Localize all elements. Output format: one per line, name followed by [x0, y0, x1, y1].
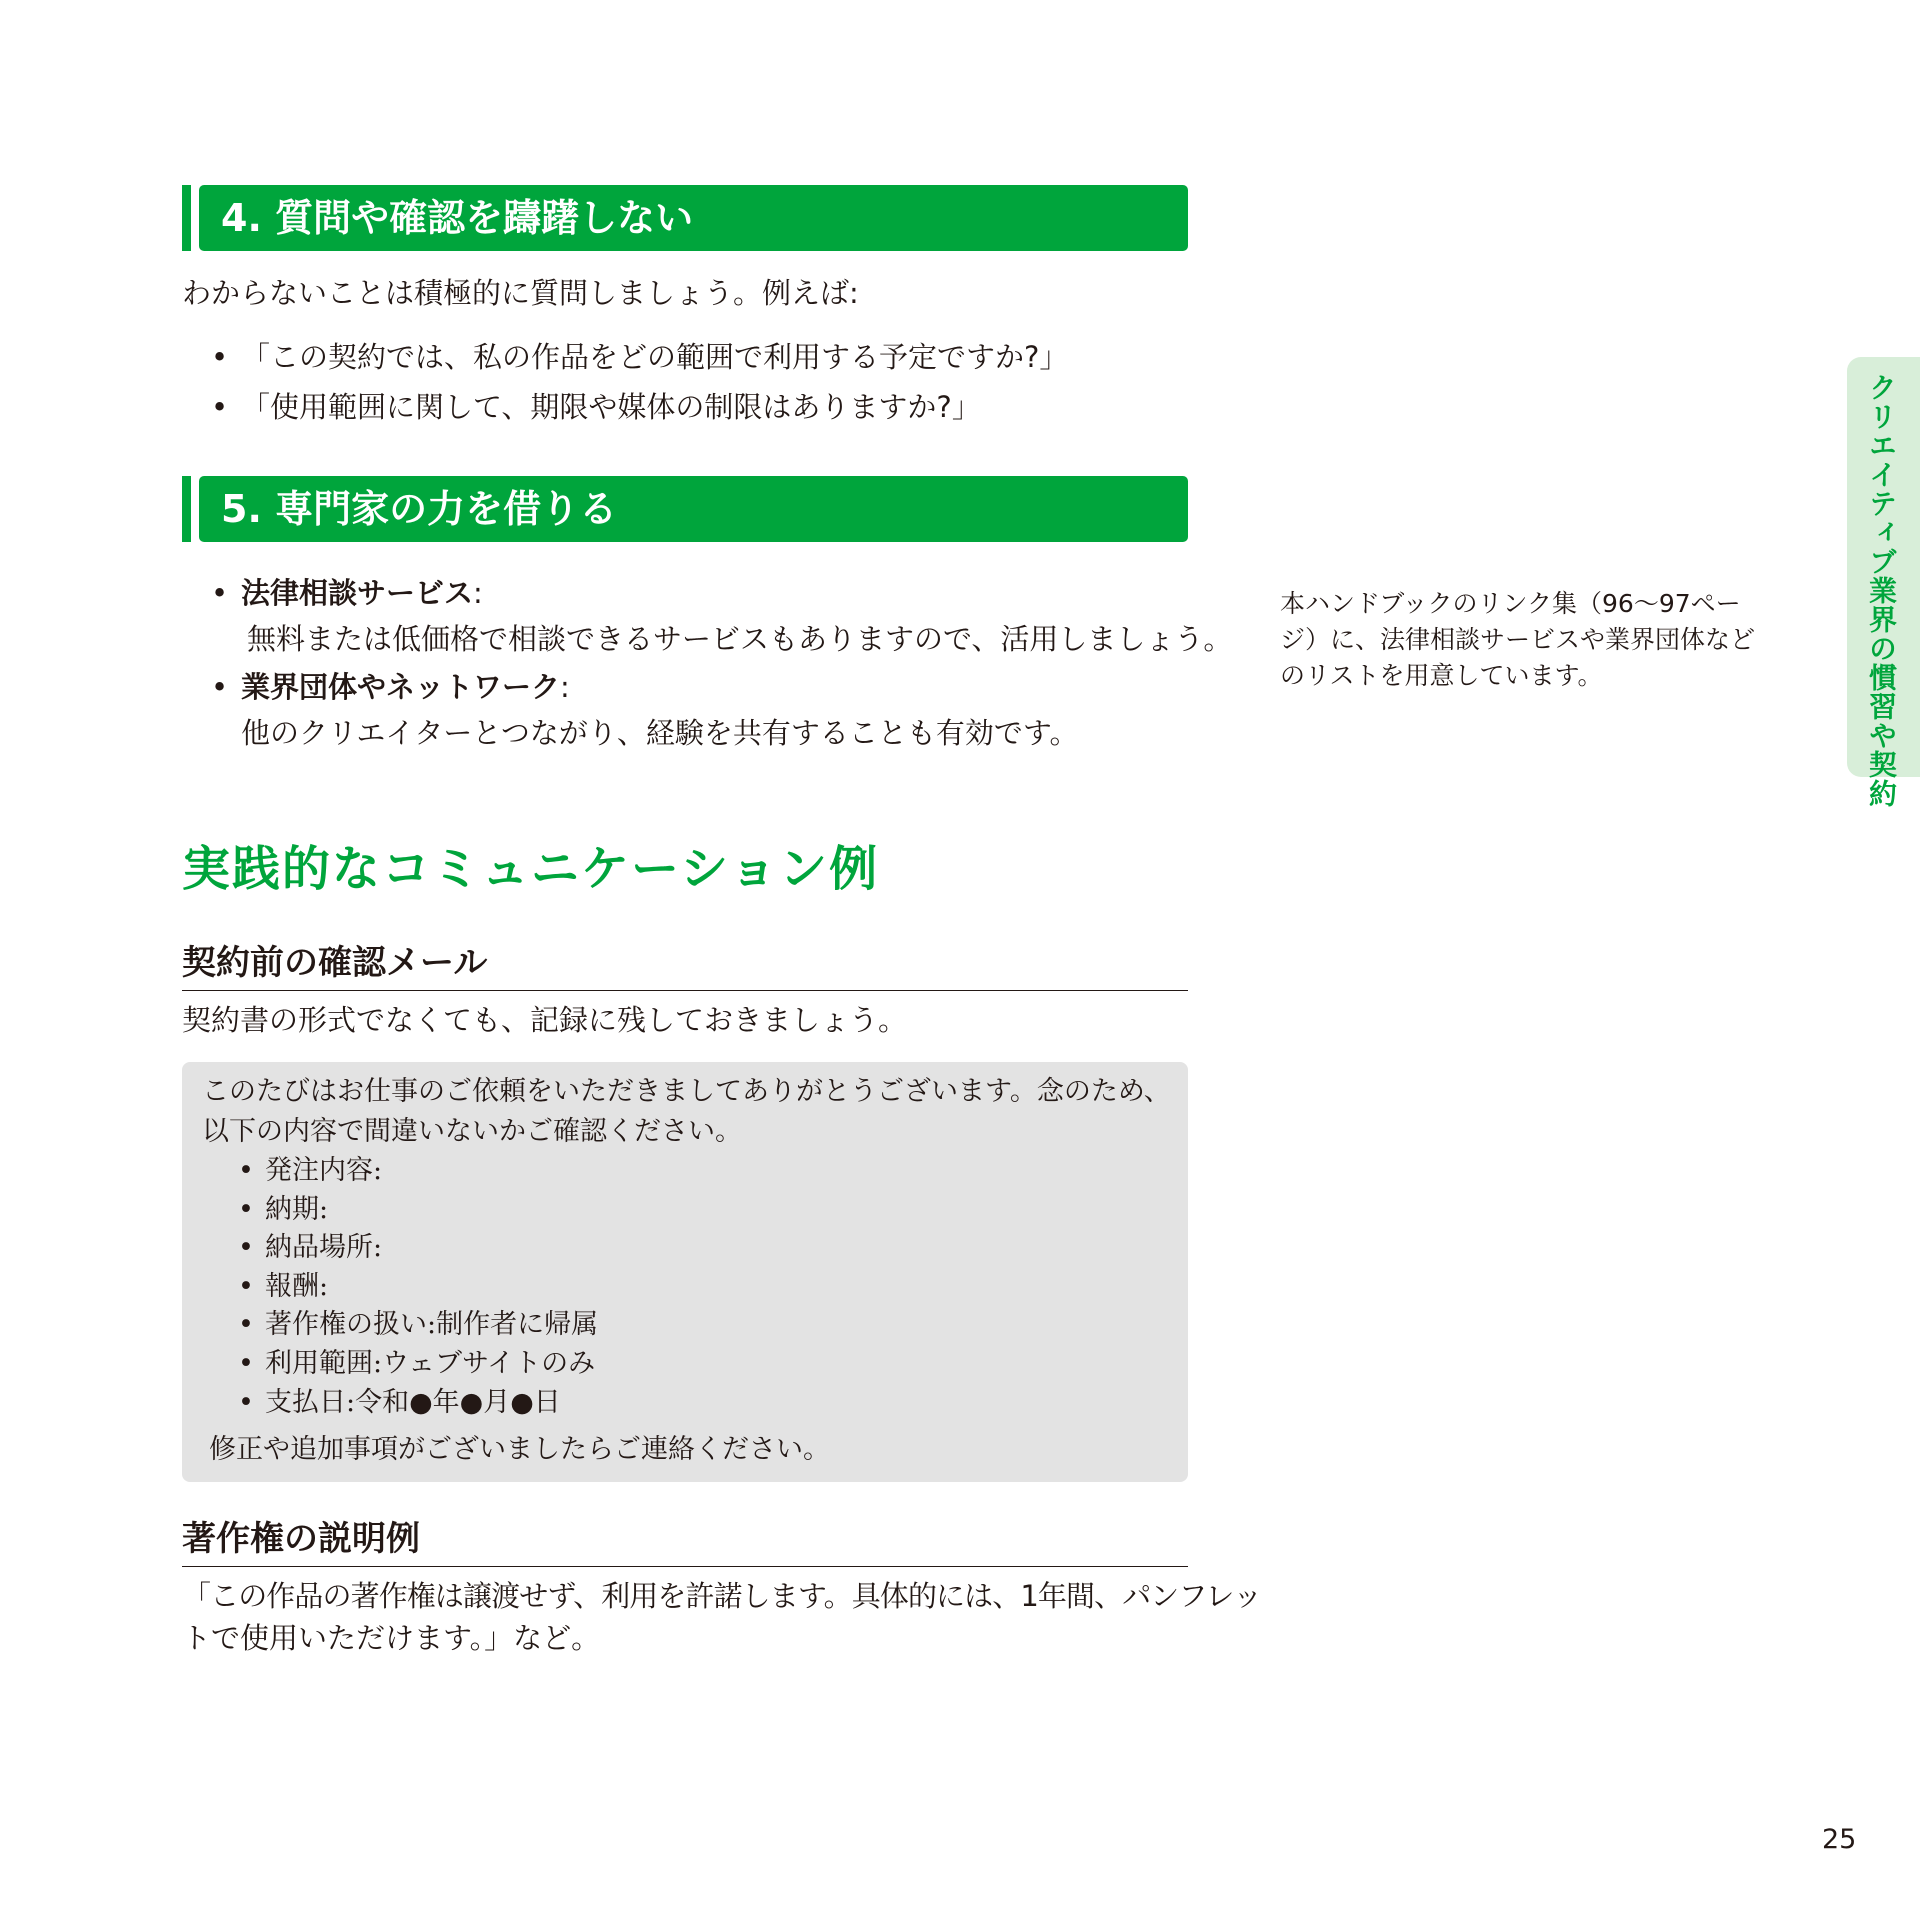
email-item-text: 納期: — [265, 1193, 329, 1225]
bullet-icon: • — [211, 390, 229, 424]
side-note: 本ハンドブックのリンク集（96〜97ページ）に、法律相談サービスや業界団体などのリストを用意しています。 — [1280, 589, 1756, 690]
help-item-desc: 他のクリエイターとつながり、経験を共有することも有効です。 — [241, 716, 1079, 750]
help-item-term: 法律相談サービス — [241, 576, 474, 610]
email-item-text: 支払日:令和●年●月●日 — [265, 1386, 561, 1418]
help-item-colon: : — [473, 576, 483, 610]
bullet-icon: • — [238, 1193, 254, 1225]
help-item-term: 業界団体やネットワーク — [241, 670, 561, 704]
example-question — [211, 384, 1068, 430]
example-question-text: 「この契約では、私の作品をどの範囲で利用する予定ですか?」 — [241, 340, 1069, 374]
example-question-text: 「使用範囲に関して、期限や媒体の制限はありますか?」 — [241, 390, 981, 424]
email-item-text: 納品場所: — [265, 1232, 383, 1264]
help-item — [211, 570, 1233, 662]
section-4-examples — [211, 334, 1069, 430]
section-4-heading: 4. 質問や確認を躊躇しない — [199, 185, 1188, 251]
email-item — [238, 1229, 598, 1268]
bullet-icon: • — [211, 670, 229, 704]
chapter-side-tab[interactable] — [1847, 357, 1920, 808]
section-5-heading: 5. 専門家の力を借りる — [199, 476, 1188, 542]
email-section-heading: 契約前の確認メール — [182, 938, 1188, 991]
email-item-text: 著作権の扱い:制作者に帰属 — [265, 1309, 599, 1341]
bullet-icon: • — [238, 1347, 254, 1379]
email-item-text: 報酬: — [265, 1270, 329, 1302]
email-item — [238, 1191, 598, 1230]
bullet-icon: • — [238, 1155, 254, 1186]
email-item — [238, 1268, 598, 1307]
section-4-header — [182, 185, 1188, 251]
email-item-list — [238, 1152, 599, 1422]
section-4-accent-bar — [182, 185, 191, 251]
copyright-text-line-1: 「この作品の著作権は譲渡せず、利用を許諾します。具体的には、1年間、パンフレッ — [182, 1579, 1262, 1613]
chapter-side-tab-label: クリエイティブ業界の慣習や契約 — [1865, 373, 1898, 808]
email-sample-box — [182, 1062, 1188, 1482]
bullet-icon: • — [238, 1309, 254, 1341]
section-5-header — [182, 476, 1188, 542]
email-closing: 修正や追加事項がございましたらご連絡ください。 — [209, 1434, 830, 1465]
copyright-section-heading: 著作権の説明例 — [182, 1514, 1188, 1567]
help-item-colon: : — [560, 670, 570, 704]
bullet-icon: • — [238, 1386, 254, 1418]
bullet-icon: • — [211, 576, 229, 610]
example-question — [211, 334, 1069, 380]
email-item — [238, 1345, 598, 1384]
copyright-text-line-2: トで使用いただけます。」など。 — [182, 1621, 601, 1655]
help-item — [211, 664, 1232, 756]
email-item — [238, 1306, 599, 1345]
bullet-icon: • — [211, 340, 229, 374]
help-item-desc: 無料または低価格で相談できるサービスもありますので、活用しましょう。 — [247, 622, 1233, 656]
email-item-text: 利用範囲:ウェブサイトのみ — [265, 1347, 596, 1379]
email-item — [238, 1152, 598, 1191]
email-section-intro: 契約書の形式でなくても、記録に残しておきましょう。 — [182, 1003, 908, 1037]
email-opening: このたびはお仕事のご依頼をいただきましてありがとうございます。念のため、以下の内容で間違いないかご確認ください。 — [202, 1076, 1171, 1147]
bullet-icon: • — [238, 1270, 254, 1302]
page-number: 25 — [1822, 1824, 1857, 1855]
bullet-icon: • — [238, 1232, 254, 1264]
practice-title: 実践的なコミュニケーション例 — [182, 841, 880, 897]
email-item — [238, 1384, 598, 1423]
section-5-accent-bar — [182, 476, 191, 542]
section-5-help-list — [211, 570, 1233, 756]
section-4-intro: わからないことは積極的に質問しましょう。例えば: — [182, 276, 859, 310]
email-item-text: 発注内容: — [265, 1155, 383, 1186]
